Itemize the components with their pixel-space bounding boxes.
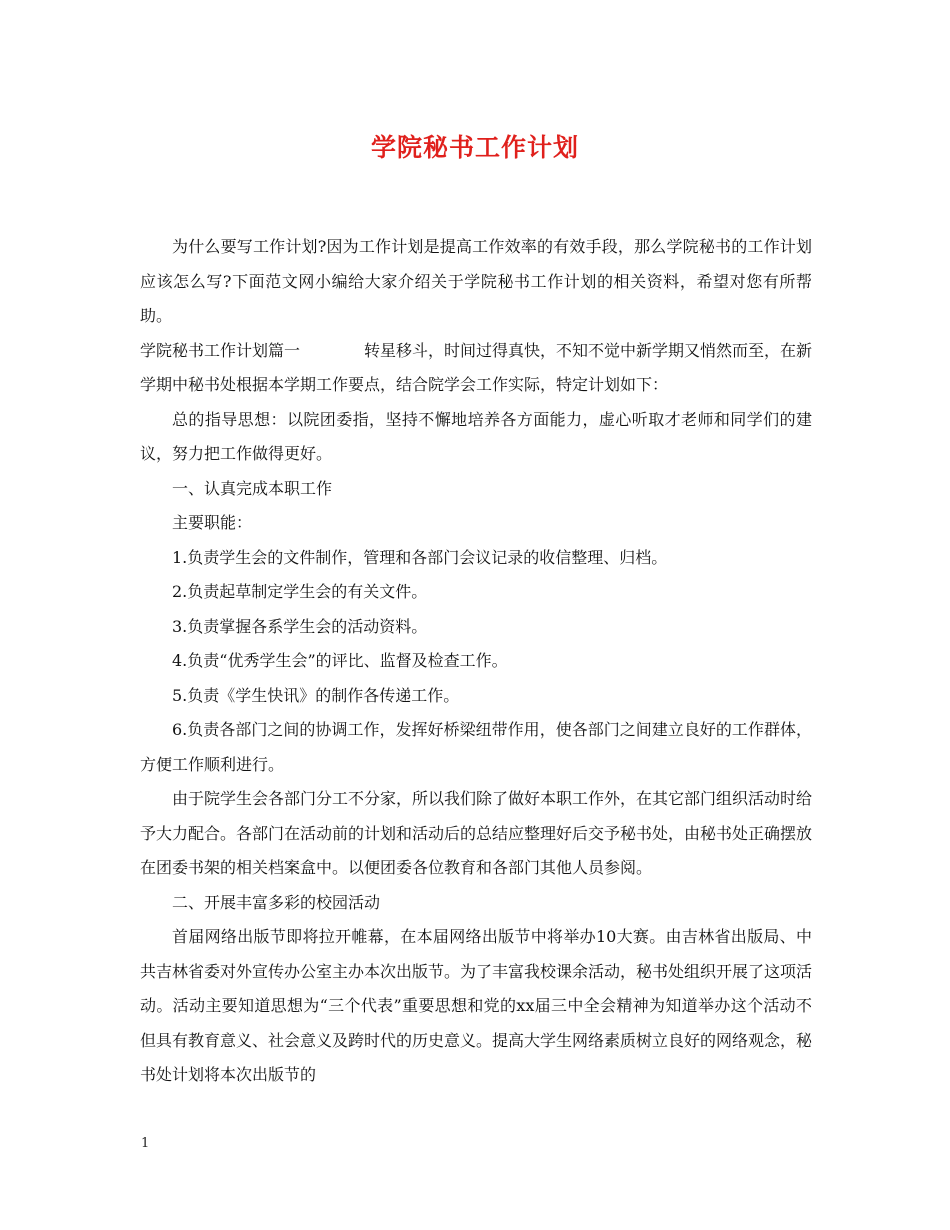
paragraph: 由于院学生会各部门分工不分家，所以我们除了做好本职工作外，在其它部门组织活动时给予大力配合。各部门在活动前的计划和活动后的总结应整理好后交予秘书处，由秘书处正确摆放在团委书架的相关档案盒中。以便团委各位教育和各部门其他人员参阅。	[140, 789, 813, 877]
paragraph: 主要职能：	[172, 513, 253, 532]
section-heading: 一、认真完成本职工作	[172, 478, 333, 498]
list-item: 5.负责《学生快讯》的制作各传递工作。	[172, 685, 460, 705]
document-title: 学院秘书工作计划	[370, 133, 579, 162]
paragraph: 总的指导思想：以院团委指，坚持不懈地培养各方面能力，虚心听取才老师和同学们的建议，努力把工作做得更好。	[140, 409, 812, 463]
list-item: 2.负责起草制定学生会的有关文件。	[172, 582, 428, 601]
paragraph: 为什么要写工作计划?因为工作计划是提高工作效率的有效手段，那么学院秘书的工作计划应该怎么写?下面范文网小编给大家介绍关于学院秘书工作计划的相关资料，希望对您有所帮助。	[140, 237, 812, 325]
document-body	[140, 230, 812, 1093]
list-item: 1.负责学生会的文件制作，管理和各部门会议记录的收信整理、归档。	[172, 547, 668, 567]
section-heading: 二、开展丰富多彩的校园活动	[172, 892, 381, 912]
list-item: 4.负责“优秀学生会”的评比、监督及检查工作。	[172, 651, 508, 670]
paragraph: 学院秘书工作计划篇一 转星移斗，时间过得真快，不知不觉中新学期又悄然而至，在新学期中秘书处根据本学期工作要点，结合院学会工作实际，特定计划如下：	[140, 340, 813, 394]
list-item: 3.负责掌握各系学生会的活动资料。	[172, 616, 428, 636]
list-item: 6.负责各部门之间的协调工作，发挥好桥梁纽带作用，使各部门之间建立良好的工作群体，方便工作顺利进行。	[140, 720, 812, 774]
paragraph: 首届网络出版节即将拉开帷幕，在本届网络出版节中将举办10大赛。由吉林省出版局、中共吉林省委对外宣传办公室主办本次出版节。为了丰富我校课余活动，秘书处组织开展了这项活动。活动主要知道思想为“三个代表”重要思想和党的xx届三中全会精神为知道举办这个活动不但具有教育意义、社会意义及跨时代的历史意义。提高大学生网络素质树立良好的网络观念，秘书处计划将本次出版节的	[140, 927, 813, 1084]
page-number: 1	[141, 1136, 150, 1151]
